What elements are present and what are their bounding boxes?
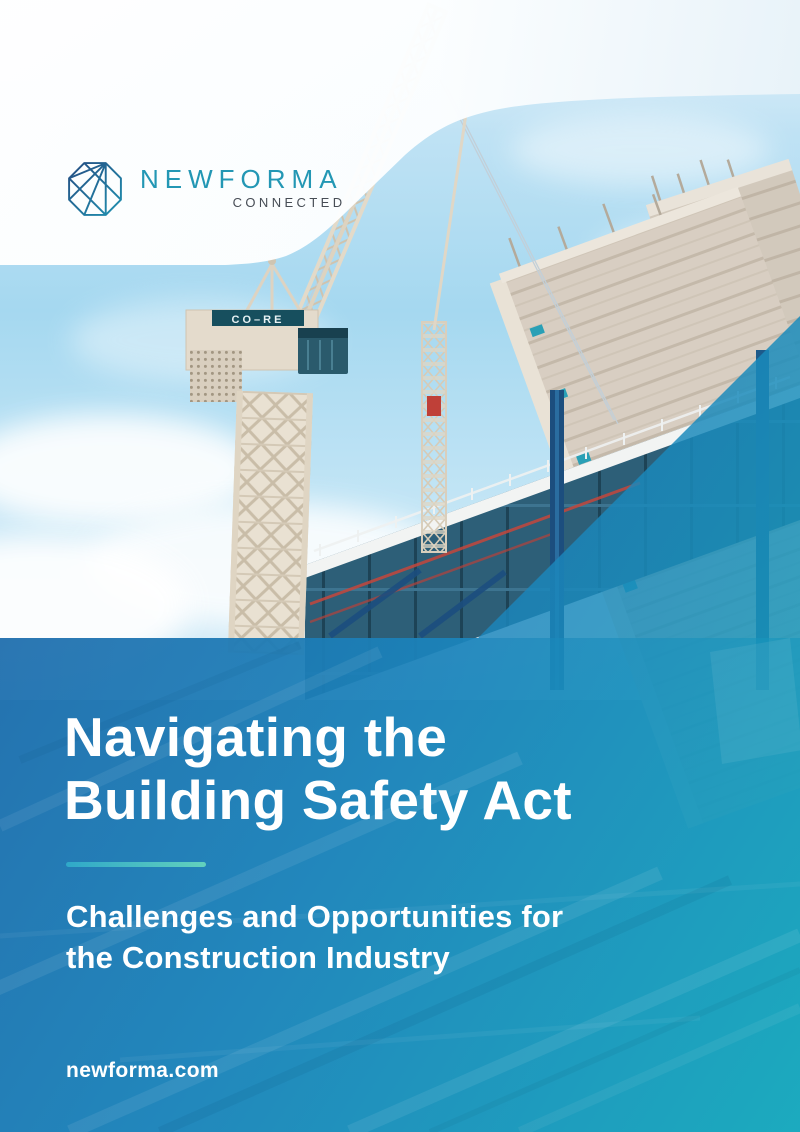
subtitle-line-2: the Construction Industry xyxy=(66,940,450,975)
title-line-2: Building Safety Act xyxy=(64,769,572,831)
page-subtitle xyxy=(66,896,572,978)
newforma-logo-icon xyxy=(66,158,124,220)
title-line-1: Navigating the xyxy=(64,706,448,768)
subtitle-line-1: Challenges and Opportunities for xyxy=(66,899,564,934)
accent-divider xyxy=(66,862,206,867)
page-title xyxy=(64,706,572,832)
hero-text-block xyxy=(64,706,572,978)
brand-tagline: CONNECTED xyxy=(232,195,346,210)
newforma-logo xyxy=(66,158,346,220)
brand-name: NEWFORMA xyxy=(140,164,343,194)
website-url[interactable]: newforma.com xyxy=(66,1059,219,1082)
crane-brand-label: CO–RE xyxy=(231,314,285,326)
